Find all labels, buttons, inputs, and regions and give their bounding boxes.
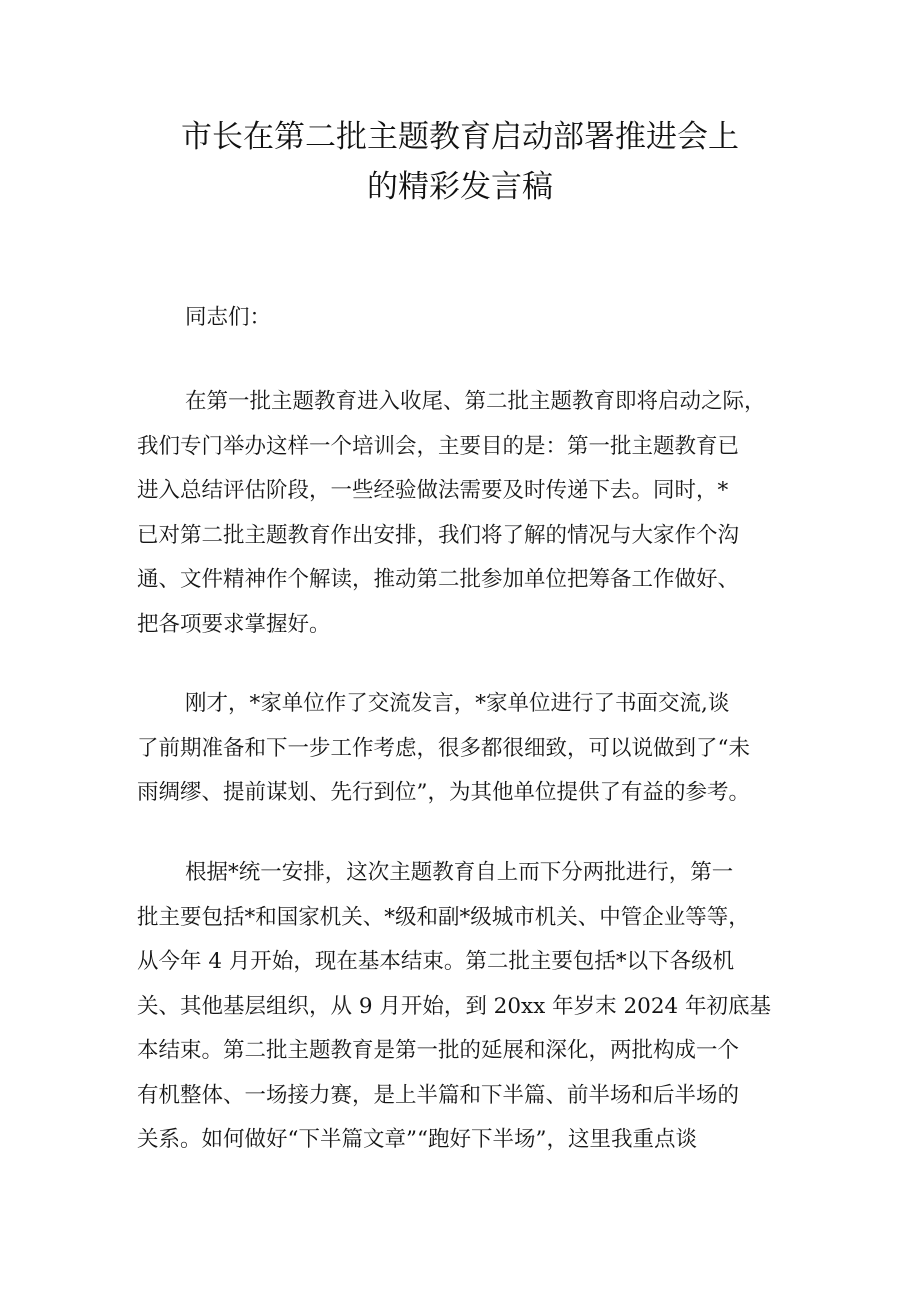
paragraph-line: 在第一批主题教育进入收尾、第二批主题教育即将启动之际， (185, 389, 766, 414)
paragraph-line: 有机整体、一场接力赛，是上半篇和下半篇、前半场和后半场的 (137, 1082, 740, 1108)
paragraph-3 (137, 851, 797, 1163)
paragraph-1 (137, 380, 797, 647)
paragraph-line: 进入总结评估阶段，一些经验做法需要及时传递下去。同时，* (137, 478, 729, 503)
paragraph-line: 本结束。第二批主题教育是第一批的延展和深化，两批构成一个 (137, 1038, 740, 1063)
salutation-text: 同志们： (185, 305, 272, 330)
paragraph-line: 了前期准备和下一步工作考虑，很多都很细致，可以说做到了“未 (137, 735, 750, 761)
paragraph-line: 从今年 4 月开始，现在基本结束。第二批主要包括*以下各级机 (137, 949, 735, 974)
paragraph-line: 刚才，*家单位作了交流发言，*家单位进行了书面交流,谈 (185, 691, 730, 716)
page-title (0, 112, 920, 212)
paragraph-line: 批主要包括*和国家机关、*级和副*级城市机关、中管企业等等， (137, 904, 750, 930)
paragraph-line: 根据*统一安排，这次主题教育自上而下分两批进行，第一 (185, 860, 734, 885)
paragraph-line: 雨绸缪、提前谋划、先行到位”，为其他单位提供了有益的参考。 (137, 780, 750, 805)
title-line: 市长在第二批主题教育启动部署推进会上 (181, 119, 739, 155)
title-line: 的精彩发言稿 (367, 169, 553, 205)
paragraph-line: 关、其他基层组织，从 9 月开始，到 20xx 年岁末 2024 年初底基 (137, 993, 772, 1019)
paragraph-line: 关系。如何做好“下半篇文章”“跑好下半场”，这里我重点谈 (137, 1127, 697, 1152)
salutation (137, 296, 797, 341)
paragraph-line: 已对第二批主题教育作出安排，我们将了解的情况与大家作个沟 (137, 522, 740, 548)
paragraph-line: 通、文件精神作个解读，推动第二批参加单位把筹备工作做好、 (137, 567, 740, 592)
paragraph-2 (137, 682, 797, 816)
paragraph-line: 把各项要求掌握好。 (137, 611, 331, 637)
paragraph-line: 我们专门举办这样一个培训会，主要目的是：第一批主题教育已 (137, 433, 740, 459)
